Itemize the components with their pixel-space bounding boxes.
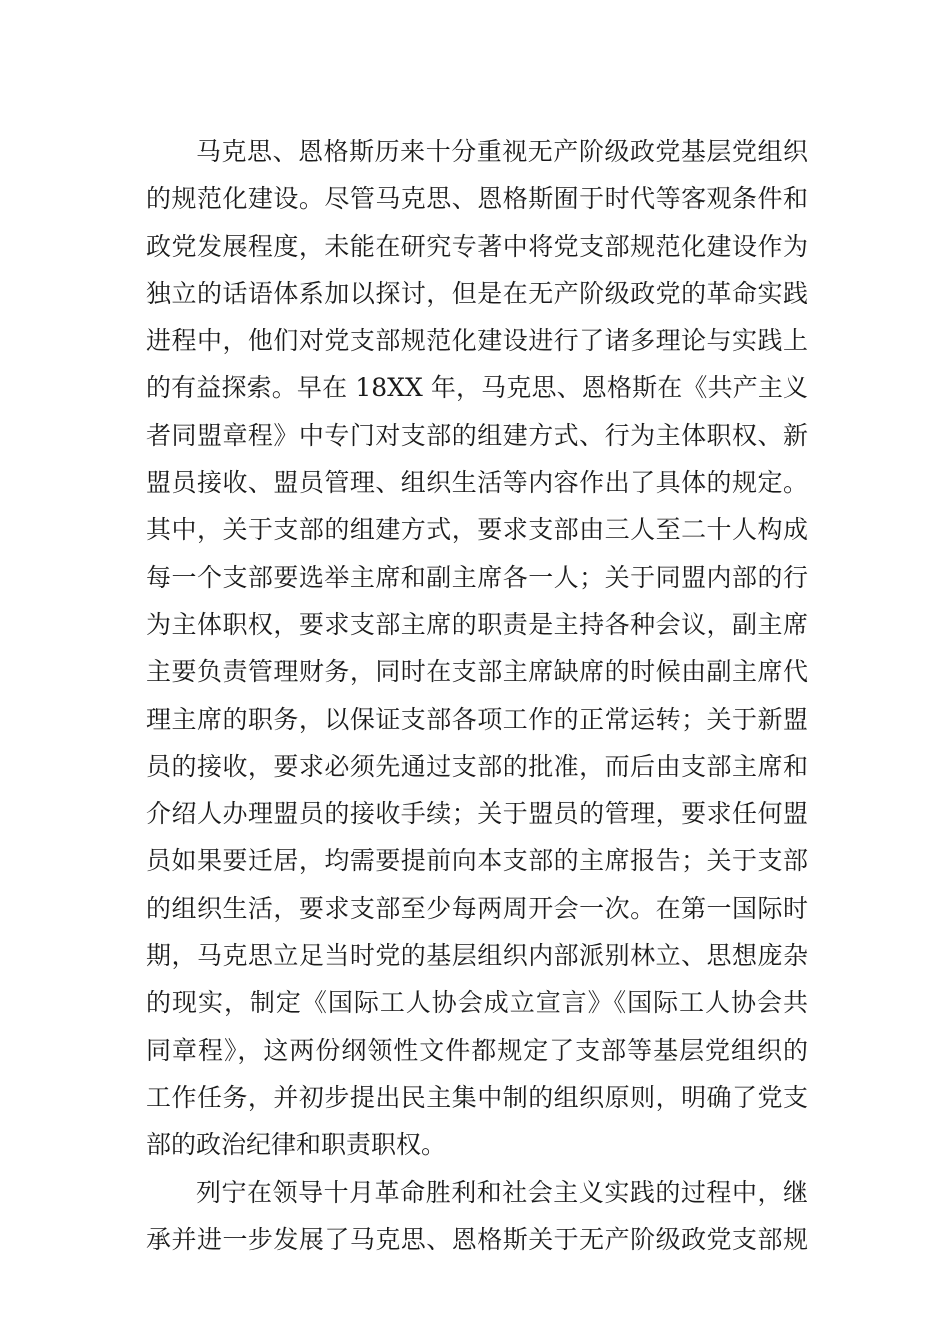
paragraph-2 xyxy=(146,1169,808,1264)
text-line: 独立的话语体系加以探讨，但是在无产阶级政党的革命实践 xyxy=(146,278,808,308)
text-line: 为主体职权，要求支部主席的职责是主持各种会议，副主席 xyxy=(146,609,808,639)
text-line: 盟员接收、盟员管理、组织生活等内容作出了具体的规定。 xyxy=(146,468,808,498)
text-line: 理主席的职务，以保证支部各项工作的正常运转；关于新盟 xyxy=(146,704,808,734)
paragraph-1 xyxy=(146,128,808,1169)
text-line: 主要负责管理财务，同时在支部主席缺席的时候由副主席代 xyxy=(146,657,808,687)
text-line: 介绍人办理盟员的接收手续；关于盟员的管理，要求任何盟 xyxy=(146,799,808,829)
text-line: 员如果要迁居，均需要提前向本支部的主席报告；关于支部 xyxy=(146,846,808,876)
text-line: 其中，关于支部的组建方式，要求支部由三人至二十人构成 xyxy=(146,515,808,545)
text-line: 进程中，他们对党支部规范化建设进行了诸多理论与实践上 xyxy=(146,326,808,356)
text-line: 列宁在领导十月革命胜利和社会主义实践的过程中，继 xyxy=(196,1177,808,1207)
document-body xyxy=(146,128,808,1263)
text-line: 承并进一步发展了马克思、恩格斯关于无产阶级政党支部规 xyxy=(146,1224,808,1254)
text-line: 的组织生活，要求支部至少每两周开会一次。在第一国际时 xyxy=(146,893,808,923)
text-line: 政党发展程度，未能在研究专著中将党支部规范化建设作为 xyxy=(146,231,808,261)
text-line: 马克思、恩格斯历来十分重视无产阶级政党基层党组织 xyxy=(196,137,808,166)
text-line: 员的接收，要求必须先通过支部的批准，而后由支部主席和 xyxy=(146,751,808,781)
text-line: 部的政治纪律和职责职权。 xyxy=(146,1130,447,1160)
text-line: 工作任务，并初步提出民主集中制的组织原则，明确了党支 xyxy=(146,1082,808,1112)
text-line: 的现实，制定《国际工人协会成立宣言》《国际工人协会共 xyxy=(146,988,808,1018)
text-line: 的规范化建设。尽管马克思、恩格斯囿于时代等客观条件和 xyxy=(146,184,808,214)
text-line: 同章程》，这两份纲领性文件都规定了支部等基层党组织的 xyxy=(146,1035,808,1065)
text-line: 的有益探索。早在 18XX 年，马克思、恩格斯在《共产主义 xyxy=(146,373,808,403)
text-line: 期，马克思立足当时党的基层组织内部派别林立、思想庞杂 xyxy=(146,941,808,971)
text-line: 每一个支部要选举主席和副主席各一人；关于同盟内部的行 xyxy=(146,562,808,592)
text-line: 者同盟章程》中专门对支部的组建方式、行为主体职权、新 xyxy=(146,420,808,450)
